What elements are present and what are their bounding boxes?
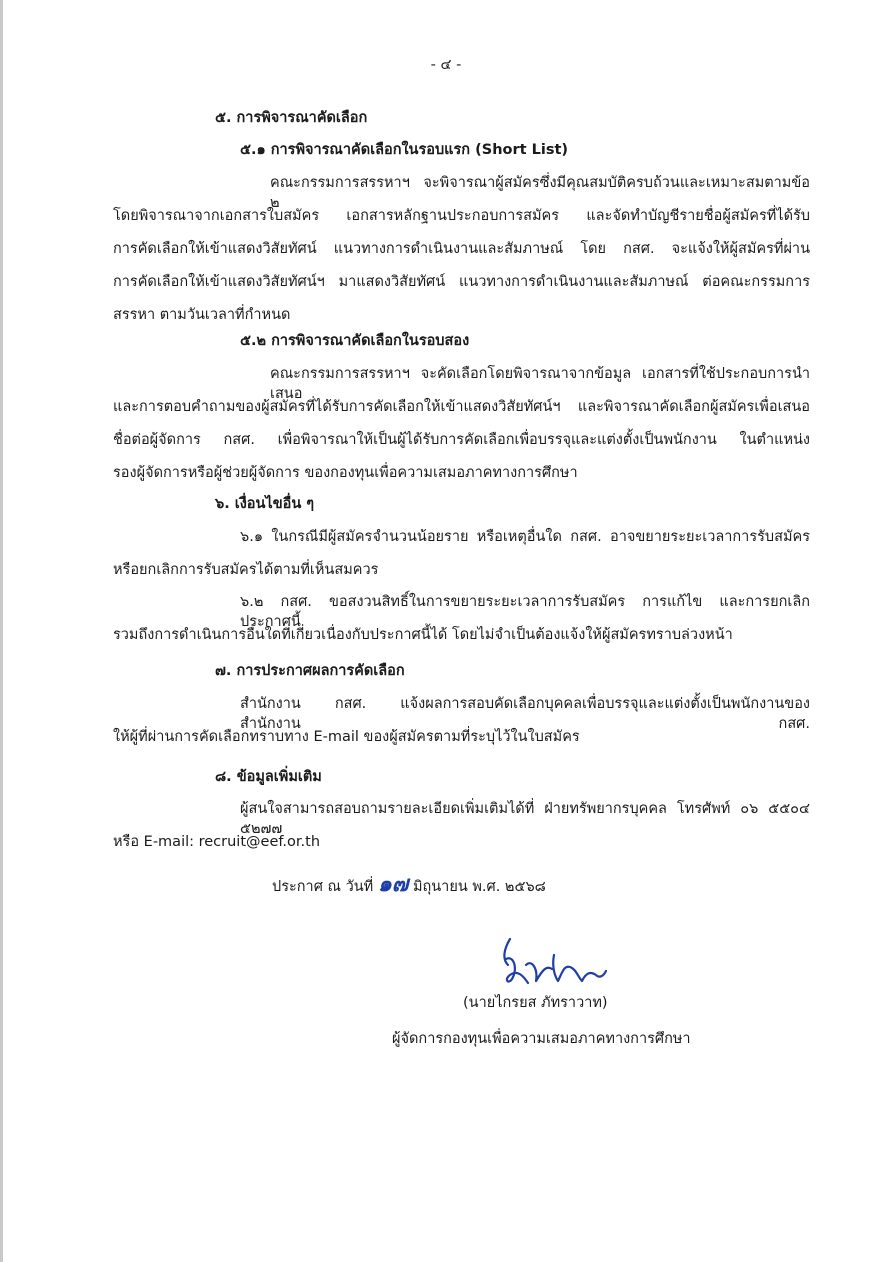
section-8-heading: ๘. ข้อมูลเพิ่มเติม <box>215 769 322 785</box>
paragraph-line: การคัดเลือกให้เข้าแสดงวิสัยทัศน์ แนวทางการดำเนินงานและสัมภาษณ์ โดย กสศ. จะแจ้งให้ผู้สมัครที่ผ่าน <box>113 241 810 257</box>
paragraph-line: ๖.๒ กสศ. ขอสงวนสิทธิ์ในการขยายระยะเวลาการรับสมัคร การแก้ไข และการยกเลิกประกาศนี้ <box>240 594 810 630</box>
paragraph-line: สรรหา ตามวันเวลาที่กำหนด <box>113 307 291 323</box>
paragraph-line: รวมถึงการดำเนินการอื่นใดที่เกี่ยวเนื่องกับประกาศนี้ได้ โดยไม่จำเป็นต้องแจ้งให้ผู้สมัครทราบล่วงหน้า <box>113 627 733 643</box>
paragraph-line: คณะกรรมการสรรหาฯ จะพิจารณาผู้สมัครซึ่งมีคุณสมบัติครบถ้วนและเหมาะสมตามข้อ ๒ <box>270 175 810 211</box>
signer-title: ผู้จัดการกองทุนเพื่อความเสมอภาคทางการศึกษา <box>392 1031 691 1047</box>
announcement-month-year: มิถุนายน พ.ศ. ๒๕๖๘ <box>412 879 546 895</box>
paragraph-line: ให้ผู้ที่ผ่านการคัดเลือกทราบทาง E-mail ของผู้สมัครตามที่ระบุไว้ในใบสมัคร <box>113 729 580 745</box>
paragraph-line: หรือยกเลิกการรับสมัครได้ตามที่เห็นสมควร <box>113 562 379 578</box>
announcement-date <box>272 872 546 900</box>
page-number: - ๔ - <box>430 57 462 73</box>
section-5-1-heading: ๕.๑ การพิจารณาคัดเลือกในรอบแรก (Short List) <box>240 142 569 158</box>
paragraph-line: ๖.๑ ในกรณีมีผู้สมัครจำนวนน้อยราย หรือเหตุอื่นใด กสศ. อาจขยายระยะเวลาการรับสมัคร <box>240 529 810 545</box>
paragraph-line: โดยพิจารณาจากเอกสารใบสมัคร เอกสารหลักฐานประกอบการสมัคร และจัดทำบัญชีรายชื่อผู้สมัครที่ได้รับ <box>113 208 810 224</box>
paragraph-line: คณะกรรมการสรรหาฯ จะคัดเลือกโดยพิจารณาจากข้อมูล เอกสารที่ใช้ประกอบการนำเสนอ <box>270 366 810 402</box>
announcement-day: ๑๗ <box>377 872 409 897</box>
section-5-2-heading: ๕.๒ การพิจารณาคัดเลือกในรอบสอง <box>240 333 470 349</box>
signer-name: (นายไกรยส ภัทราวาท) <box>463 995 608 1011</box>
handwritten-signature <box>492 935 607 995</box>
announcement-prefix: ประกาศ ณ วันที่ <box>272 879 374 895</box>
paragraph-line: หรือ E-mail: recruit@eef.or.th <box>113 834 321 850</box>
paragraph-line: รองผู้จัดการหรือผู้ช่วยผู้จัดการ ของกองทุนเพื่อความเสมอภาคทางการศึกษา <box>113 465 578 481</box>
paragraph-line: และการตอบคำถามของผู้สมัครที่ได้รับการคัดเลือกให้เข้าแสดงวิสัยทัศน์ฯ และพิจารณาคัดเลือกผู้สมัครเพื่อเสนอ <box>113 399 810 415</box>
section-6-heading: ๖. เงื่อนไขอื่น ๆ <box>215 496 315 512</box>
section-7-heading: ๗. การประกาศผลการคัดเลือก <box>215 663 405 679</box>
paragraph-line: สำนักงาน กสศ. แจ้งผลการสอบคัดเลือกบุคคลเพื่อบรรจุและแต่งตั้งเป็นพนักงานของสำนักงาน กสศ. <box>240 696 810 732</box>
paragraph-line: ผู้สนใจสามารถสอบถามรายละเอียดเพิ่มเติมได้ที่ ฝ่ายทรัพยากรบุคคล โทรศัพท์ ๐๖ ๕๕๐๔ ๕๒๗๗ <box>240 801 810 837</box>
section-5-heading: ๕. การพิจารณาคัดเลือก <box>215 110 368 126</box>
page-edge <box>0 0 3 1262</box>
paragraph-line: ชื่อต่อผู้จัดการ กสศ. เพื่อพิจารณาให้เป็นผู้ได้รับการคัดเลือกเพื่อบรรจุและแต่งตั้งเป็นพนักงาน ในตำแหน่ง <box>113 432 810 448</box>
paragraph-line: การคัดเลือกให้เข้าแสดงวิสัยทัศน์ฯ มาแสดงวิสัยทัศน์ แนวทางการดำเนินงานและสัมภาษณ์ ต่อคณะกรรมการ <box>113 274 810 290</box>
